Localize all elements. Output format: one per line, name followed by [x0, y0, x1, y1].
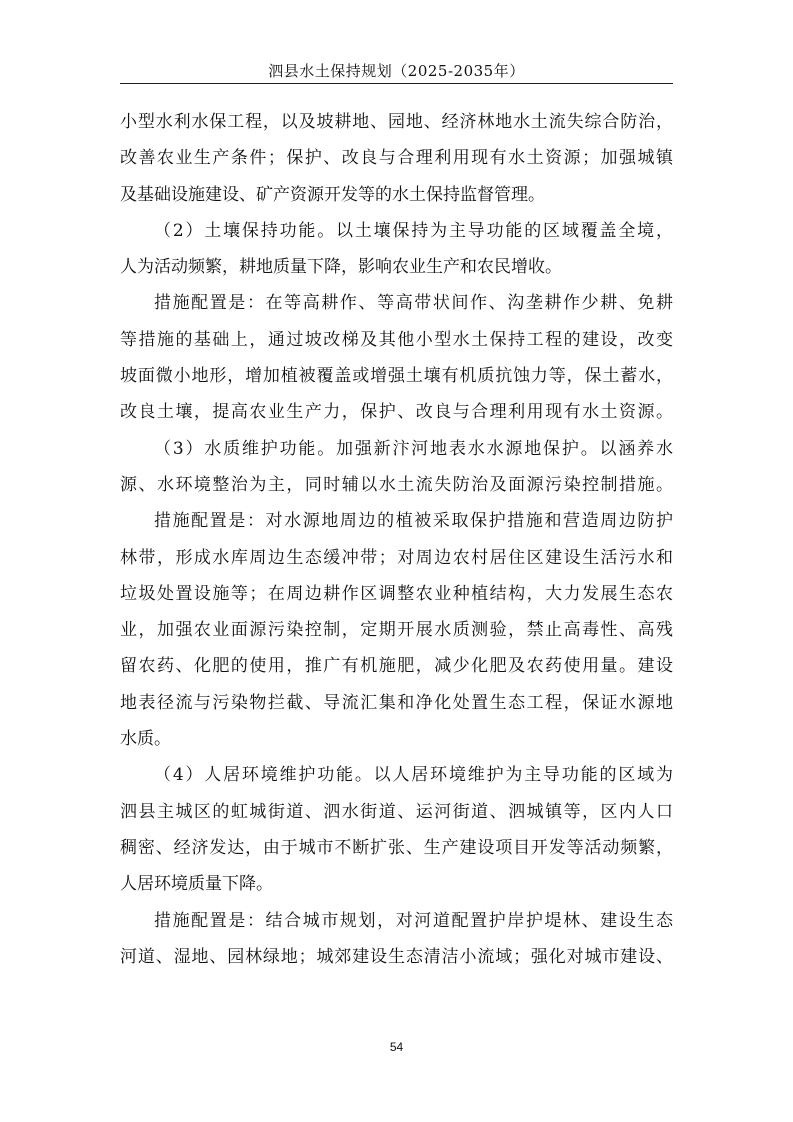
text-line: 水质。 [120, 729, 171, 750]
section-heading-line: （4）人居环境维护功能。以人居环境维护为主导功能的区域为 [154, 765, 673, 786]
section-heading-line: （2）土壤保持功能。以土壤保持为主导功能的区域覆盖全境， [154, 220, 673, 241]
document-body [120, 104, 673, 975]
running-header: 泗县水土保持规划（2025-2035年） [268, 62, 525, 80]
section-heading-line: （3）水质维护功能。加强新汴河地表水水源地保护。以涵养水 [154, 438, 673, 459]
text-line: 人居环境质量下降。 [120, 874, 273, 895]
text-line: 等措施的基础上，通过坡改梯及其他小型水土保持工程的建设，改变 [120, 329, 673, 350]
text-line: 稠密、经济发达，由于城市不断扩张、生产建设项目开发等活动频繁， [120, 837, 673, 858]
text-line: 业，加强农业面源污染控制，定期开展水质测验，禁止高毒性、高残 [120, 620, 673, 641]
text-line: 改善农业生产条件；保护、改良与合理利用现有水土资源；加强城镇 [120, 148, 673, 169]
text-line: 小型水利水保工程，以及坡耕地、园地、经济林地水土流失综合防治， [120, 112, 673, 132]
text-line: 林带，形成水库周边生态缓冲带；对周边农村居住区建设生活污水和 [120, 547, 673, 568]
text-line: 改良土壤，提高农业生产力，保护、改良与合理利用现有水土资源。 [120, 402, 673, 423]
text-line: 地表径流与污染物拦截、导流汇集和净化处置生态工程，保证水源地 [120, 692, 673, 713]
text-line: 及基础设施建设、矿产资源开发等的水土保持监督管理。 [120, 184, 545, 205]
text-line: 人为活动频繁，耕地质量下降，影响农业生产和农民增收。 [120, 257, 562, 278]
text-line: 垃圾处置设施等；在周边耕作区调整农业种植结构，大力发展生态农 [120, 583, 673, 604]
text-line: 措施配置是：在等高耕作、等高带状间作、沟垄耕作少耕、免耕 [154, 293, 673, 314]
text-line: 源、水环境整治为主，同时辅以水土流失防治及面源污染控制措施。 [120, 474, 673, 495]
text-line: 泗县主城区的虹城街道、泗水街道、运河街道、泗城镇等，区内人口 [120, 801, 673, 822]
text-line: 措施配置是：对水源地周边的植被采取保护措施和营造周边防护 [154, 511, 673, 532]
header-divider [120, 83, 673, 84]
text-line: 河道、湿地、园林绿地；城郊建设生态清洁小流域；强化对城市建设、 [120, 946, 673, 967]
text-line: 留农药、化肥的使用，推广有机施肥，减少化肥及农药使用量。建设 [120, 656, 673, 677]
page-number: 54 [389, 1040, 404, 1054]
text-line: 措施配置是：结合城市规划，对河道配置护岸护堤林、建设生态 [154, 910, 673, 931]
text-line: 坡面微小地形，增加植被覆盖或增强土壤有机质抗蚀力等，保土蓄水， [120, 366, 673, 387]
